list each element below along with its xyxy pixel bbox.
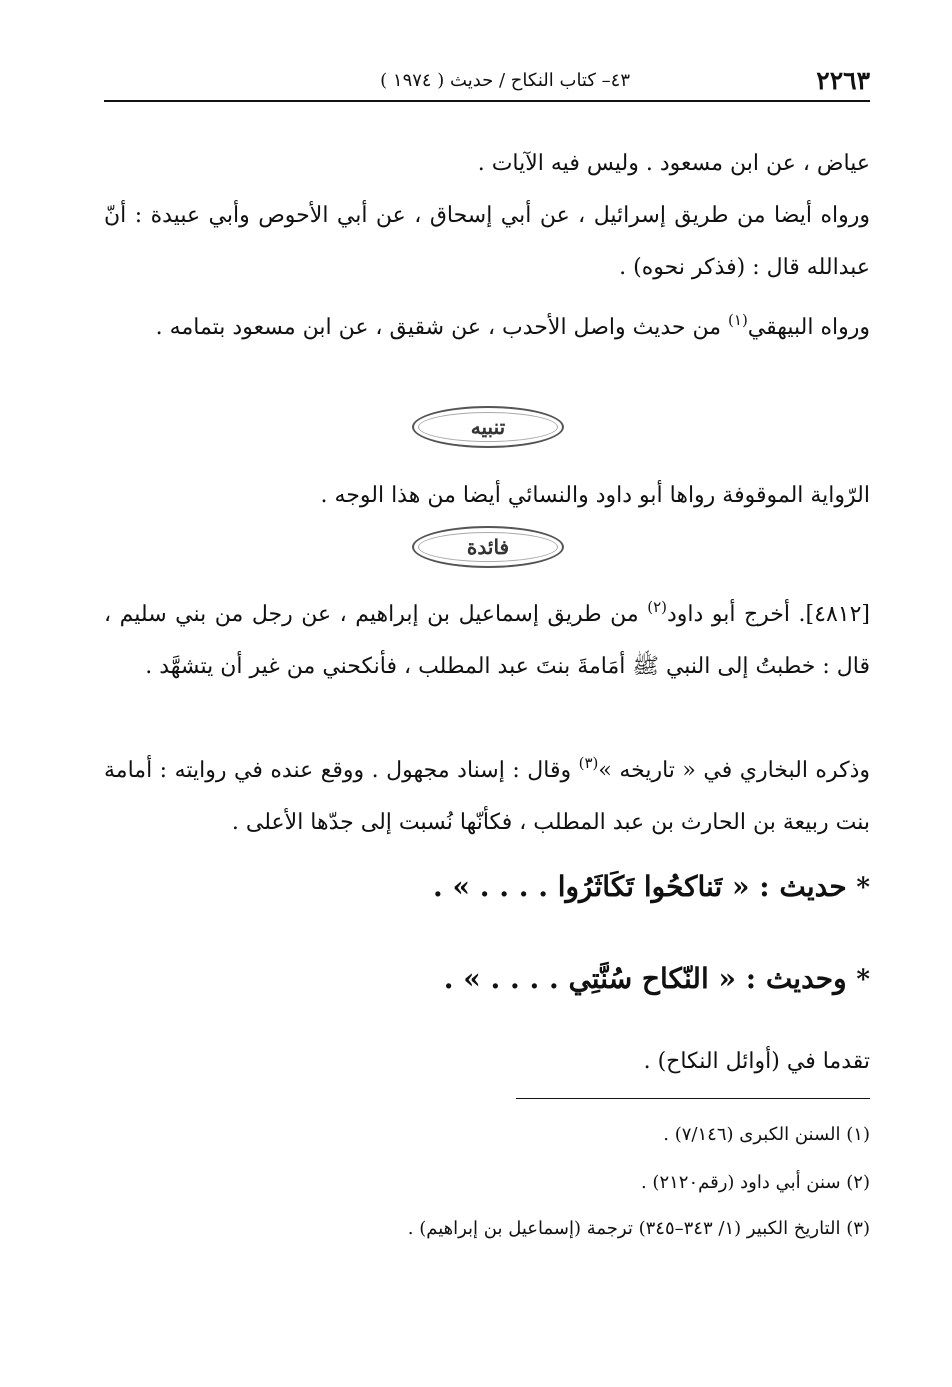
paragraph-1: عياض ، عن ابن مسعود . وليس فيه الآيات . (477, 151, 870, 176)
paragraph-5-text-a: [٤٨١٢]. أخرج أبو داود (666, 602, 870, 627)
paragraph-3-text-b: من حديث واصل الأحدب ، عن شقيق ، عن ابن مسعود بتمامه . (155, 315, 729, 340)
star-icon: * (856, 873, 870, 903)
footnote-ref-3: (٣) (578, 754, 599, 772)
footnote-2 (104, 1172, 870, 1193)
page-number: ٢٢٦٣ (816, 66, 870, 95)
paragraph-3-text-a: ورواه البيهقي (747, 315, 870, 340)
footnote-number: (٣) (846, 1218, 870, 1239)
paragraph-6-text-a: وذكره البخاري في « تاريخه » (598, 758, 870, 783)
hadith-heading-1-text: حديث : « تَناكحُوا تَكَاثَرُوا . . . . » . (433, 870, 847, 903)
paragraph-6 (104, 737, 870, 849)
footnote-3 (104, 1218, 870, 1239)
header-divider (104, 100, 870, 102)
footnote-divider (516, 1098, 870, 1099)
footnote-ref-2: (٢) (647, 598, 667, 616)
footnote-number: (٢) (846, 1172, 870, 1193)
paragraph-4: الرّواية الموقوفة رواها أبو داود والنسائي أيضا من هذا الوجه . (320, 483, 870, 508)
paragraph-5-text-b: من طريق إسماعيل بن إبراهيم ، عن رجل من بني سليم ، قال : خطبتُ إلى النبي ﷺ أمَامةَ بنتَ عبد المطلب ، فأنكحني من غير أن يتشهَّد . (104, 602, 870, 679)
paragraph-6-text-b: وقال : إسناد مجهول . ووقع عنده في روايته : أمامة بنت ربيعة بن الحارث بن عبد المطلب ، فكأنّها نُسبت إلى جدّها الأعلى . (104, 758, 870, 835)
footnote-text: سنن أبي داود (رقم٢١٢٠) . (640, 1172, 841, 1193)
footnote-text: السنن الكبرى (٧/١٤٦) . (663, 1124, 841, 1145)
paragraph-3 (104, 294, 870, 354)
footnote-number: (١) (846, 1124, 870, 1145)
hadith-heading-2-text: وحديث : « النّكاح سُنَّتِي . . . . » . (443, 962, 847, 995)
footnote-text: التاريخ الكبير (١/ ٣٤٣–٣٤٥) ترجمة (إسماعيل بن إبراهيم) . (407, 1218, 841, 1239)
hadith-heading-1 (104, 870, 870, 903)
faida-badge: فائدة (412, 526, 564, 568)
running-title: ٤٣– كتاب النكاح / حديث ( ١٩٧٤ ) (380, 70, 630, 91)
star-icon: * (856, 965, 870, 995)
footnote-1 (104, 1124, 870, 1145)
footnote-ref-1: (١) (728, 311, 748, 329)
hadith-heading-2 (104, 962, 870, 995)
page-header (104, 66, 870, 100)
paragraph-5 (104, 581, 870, 693)
paragraph-7: تقدما في (أوائل النكاح) . (643, 1049, 870, 1074)
paragraph-2: ورواه أيضا من طريق إسرائيل ، عن أبي إسحاق ، عن أبي الأحوص وأبي عبيدة : أنّ عبدالله قال : (فذكر نحوه) . (104, 203, 870, 280)
tanbih-badge: تنبيه (412, 406, 564, 448)
